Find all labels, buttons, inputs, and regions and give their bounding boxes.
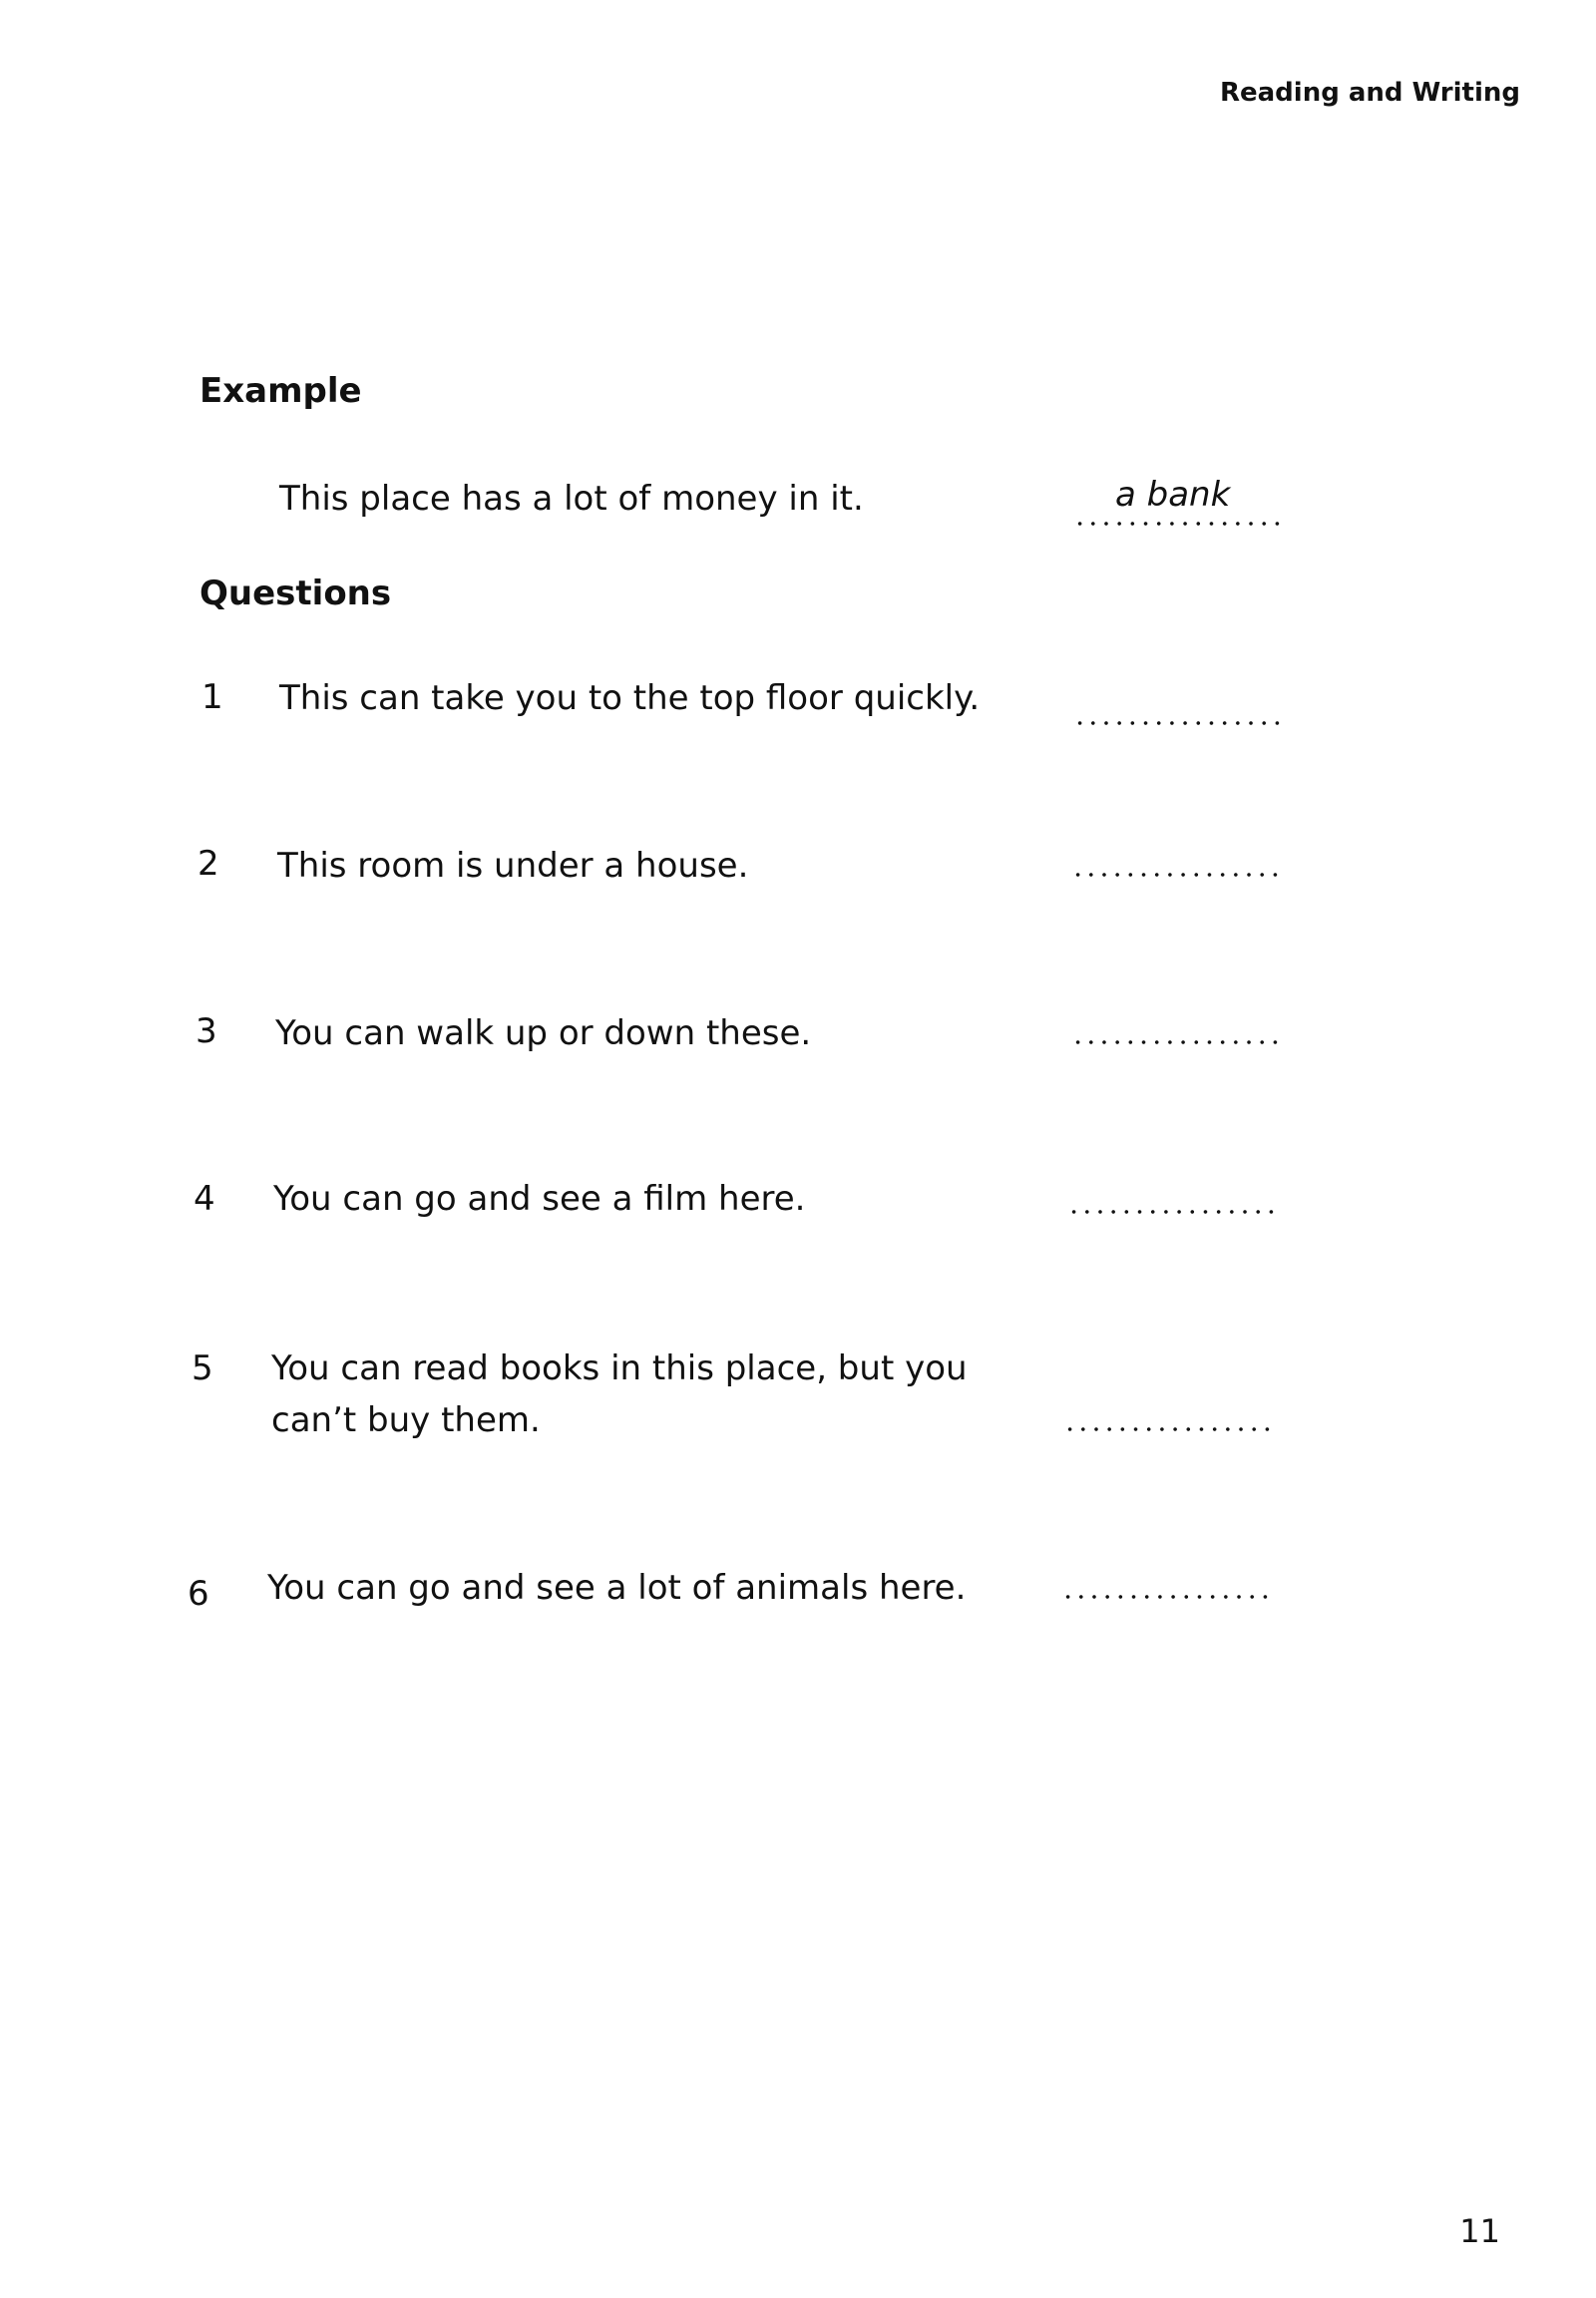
page-header-title: Reading and Writing bbox=[1219, 78, 1520, 108]
question-number: 3 bbox=[196, 1011, 217, 1051]
question-number: 1 bbox=[201, 677, 223, 717]
example-answer-line bbox=[1073, 521, 1285, 527]
answer-field[interactable] bbox=[1071, 872, 1283, 878]
question-number: 4 bbox=[194, 1179, 215, 1219]
answer-field[interactable] bbox=[1061, 1594, 1273, 1600]
example-answer: a bank bbox=[1115, 475, 1231, 515]
question-text: You can walk up or down these. bbox=[275, 1013, 812, 1053]
answer-field[interactable] bbox=[1071, 1039, 1283, 1045]
question-text: You can read books in this place, but you can’t buy them. bbox=[271, 1348, 968, 1440]
example-heading: Example bbox=[200, 371, 362, 411]
answer-field[interactable] bbox=[1063, 1426, 1275, 1432]
question-text: This can take you to the top floor quickly. bbox=[279, 678, 981, 718]
question-number: 6 bbox=[188, 1574, 209, 1614]
question-text: You can go and see a lot of animals here. bbox=[267, 1568, 967, 1608]
question-text: This room is under a house. bbox=[277, 846, 749, 886]
question-number: 2 bbox=[198, 844, 219, 884]
example-text: This place has a lot of money in it. bbox=[279, 479, 864, 519]
page-number: 11 bbox=[1459, 2212, 1500, 2250]
questions-heading: Questions bbox=[200, 574, 392, 613]
answer-field[interactable] bbox=[1067, 1209, 1279, 1215]
answer-field[interactable] bbox=[1073, 720, 1285, 726]
question-number: 5 bbox=[192, 1348, 213, 1388]
question-text: You can go and see a film here. bbox=[273, 1179, 806, 1219]
